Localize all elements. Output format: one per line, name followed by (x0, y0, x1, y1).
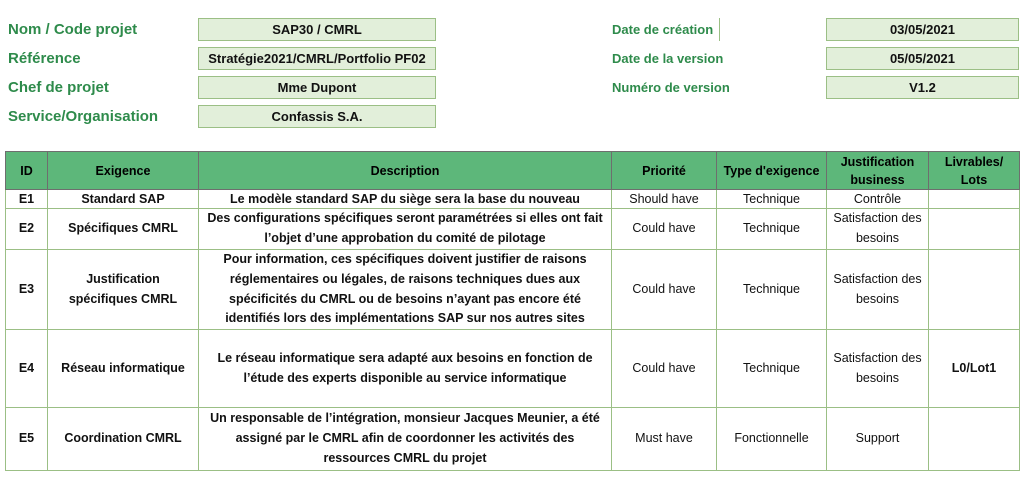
cell-description: Des configurations spécifiques seront paramétrées si elles ont fait l’objet d’une approbation du comité de pilotage (199, 209, 612, 250)
requirements-table (5, 151, 1020, 471)
column-header-livrables: Livrables/ Lots (929, 152, 1020, 190)
cell-priorite: Could have (612, 330, 717, 408)
column-header-id: ID (6, 152, 48, 190)
organisation-label: Service/Organisation (8, 108, 159, 125)
cell-justification: Support (827, 408, 929, 471)
table-header-row (6, 152, 1020, 190)
cell-exigence: Réseau informatique (48, 330, 199, 408)
cell-id: E3 (6, 250, 48, 330)
cell-justification: Satisfaction des besoins (827, 250, 929, 330)
cell-description: Pour information, ces spécifiques doivent justifier de raisons réglementaires ou légales, de raisons techniques dues aux spécificités du CMRL ou de besoins n’ayant pas encore été identifiés lors des implémentations SAP sur nos autres sites (199, 250, 612, 330)
project-name-value: SAP30 / CMRL (198, 18, 436, 41)
cell-exigence: Spécifiques CMRL (48, 209, 199, 250)
cell-type: Fonctionnelle (717, 408, 827, 471)
column-header-justification: Justification business (827, 152, 929, 190)
cell-exigence: Justification spécifiques CMRL (48, 250, 199, 330)
table-row (6, 408, 1020, 471)
reference-label: Référence (8, 50, 81, 67)
cell-id: E5 (6, 408, 48, 471)
version-number-value: V1.2 (826, 76, 1019, 99)
table-row (6, 190, 1020, 209)
cell-livrables: L0/Lot1 (929, 330, 1020, 408)
cell-priorite: Should have (612, 190, 717, 209)
cell-type: Technique (717, 250, 827, 330)
column-header-description: Description (199, 152, 612, 190)
table-row (6, 209, 1020, 250)
version-date-value: 05/05/2021 (826, 47, 1019, 70)
creation-date-label: Date de création (612, 22, 714, 37)
version-number-label: Numéro de version (612, 80, 730, 95)
cell-priorite: Could have (612, 209, 717, 250)
cell-exigence: Coordination CMRL (48, 408, 199, 471)
project-name-label: Nom / Code projet (8, 21, 138, 38)
cell-id: E2 (6, 209, 48, 250)
cell-livrables (929, 190, 1020, 209)
label-divider (719, 18, 720, 41)
cell-livrables (929, 408, 1020, 471)
cell-description: Le modèle standard SAP du siège sera la base du nouveau (199, 190, 612, 209)
column-header-exigence: Exigence (48, 152, 199, 190)
cell-livrables (929, 250, 1020, 330)
cell-priorite: Must have (612, 408, 717, 471)
project-manager-value: Mme Dupont (198, 76, 436, 99)
column-header-priorite: Priorité (612, 152, 717, 190)
cell-livrables (929, 209, 1020, 250)
table-row (6, 330, 1020, 408)
cell-description: Le réseau informatique sera adapté aux besoins en fonction de l’étude des experts disponible au service informatique (199, 330, 612, 408)
cell-type: Technique (717, 190, 827, 209)
cell-type: Technique (717, 209, 827, 250)
version-date-label: Date de la version (612, 51, 724, 66)
cell-justification: Satisfaction des besoins (827, 330, 929, 408)
table-row (6, 250, 1020, 330)
reference-value: Stratégie2021/CMRL/Portfolio PF02 (198, 47, 436, 70)
cell-description: Un responsable de l’intégration, monsieur Jacques Meunier, a été assigné par le CMRL afin de coordonner les activités des ressources CMRL du projet (199, 408, 612, 471)
cell-type: Technique (717, 330, 827, 408)
project-manager-label: Chef de projet (8, 79, 109, 96)
cell-priorite: Could have (612, 250, 717, 330)
cell-justification: Satisfaction des besoins (827, 209, 929, 250)
organisation-value: Confassis S.A. (198, 105, 436, 128)
cell-exigence: Standard SAP (48, 190, 199, 209)
cell-justification: Contrôle (827, 190, 929, 209)
cell-id: E4 (6, 330, 48, 408)
column-header-type: Type d'exigence (717, 152, 827, 190)
creation-date-value: 03/05/2021 (826, 18, 1019, 41)
cell-id: E1 (6, 190, 48, 209)
